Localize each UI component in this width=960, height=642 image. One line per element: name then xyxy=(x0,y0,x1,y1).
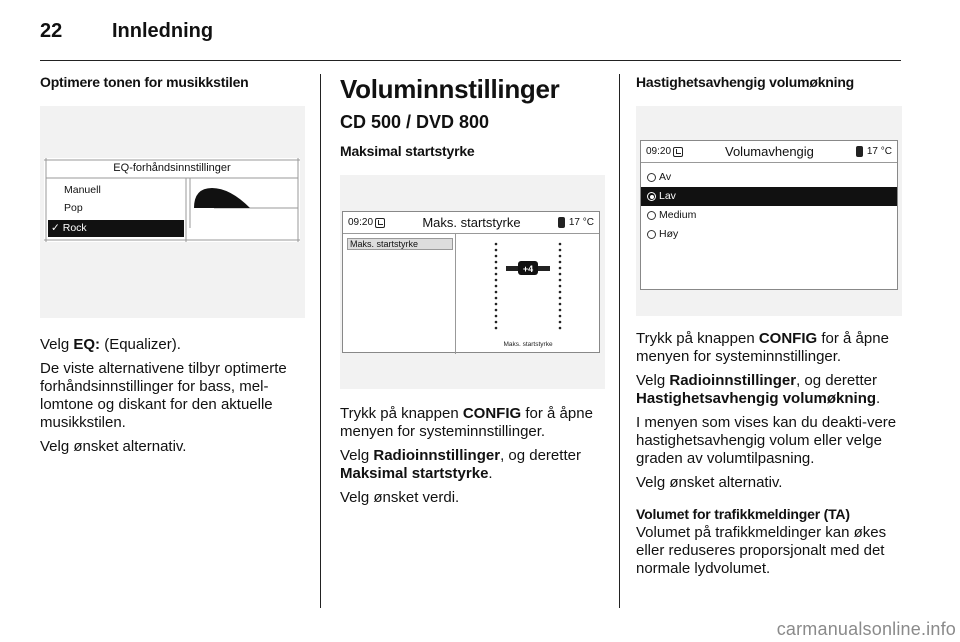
column-divider-2 xyxy=(619,74,620,608)
watermark-logo: carmanualsonline.info xyxy=(776,619,956,639)
middle-column xyxy=(340,74,605,507)
radio-icon xyxy=(647,230,656,239)
screen-title: Volumavhengig xyxy=(725,144,814,159)
option-lav[interactable]: Lav xyxy=(641,187,897,206)
config-instruction: Trykk på knappen CONFIG for å åpne menyen for systeminnstillinger. xyxy=(636,330,889,365)
eq-item-rock-label: Rock xyxy=(62,222,87,234)
section-subtitle: CD 500 / DVD 800 xyxy=(340,112,490,132)
radio-icon xyxy=(647,211,656,220)
page-number: 22 xyxy=(40,20,63,42)
speed-volume-screenshot xyxy=(636,106,902,316)
page-header xyxy=(40,20,213,43)
choose-option: Velg ønsket alternativ. xyxy=(636,474,783,491)
header-divider xyxy=(40,60,901,61)
speed-volume-heading: Hastighetsavhengig volumøkning xyxy=(636,74,855,90)
ta-heading: Volumet for trafikkmeldinger (TA) xyxy=(636,506,850,522)
option-hoy[interactable]: Høy xyxy=(641,225,897,244)
max-start-screenshot xyxy=(340,175,605,389)
ta-description: Volumet på trafikkmeldinger kan økes eller reduseres proporsjonalt med det normale lydvolumet. xyxy=(636,524,887,577)
eq-screen xyxy=(44,158,300,242)
option-medium[interactable]: Medium xyxy=(641,206,897,225)
clock-icon xyxy=(375,218,385,228)
option-av[interactable]: Av xyxy=(641,168,897,187)
eq-item-pop[interactable]: Pop xyxy=(64,202,83,214)
option-list xyxy=(641,168,897,244)
temperature: 17 °C xyxy=(568,217,594,228)
section-title: Voluminnstillinger xyxy=(340,74,560,104)
slider-track-right xyxy=(559,243,562,330)
column-divider-1 xyxy=(320,74,321,608)
right-column xyxy=(636,74,902,578)
eq-item-rock[interactable] xyxy=(48,220,184,237)
eq-screenshot xyxy=(40,106,305,318)
screen-title: Maks. startstyrke xyxy=(422,215,521,230)
clock-time: 09:20 xyxy=(646,146,672,157)
speed-volume-description: I menyen som vises kan du deakti-vere hastighetsavhengig volum eller velge graden av volumtilpasning. xyxy=(636,414,897,467)
chapter-title: Innledning xyxy=(112,20,214,42)
config-instruction: Trykk på knappen CONFIG for å åpne menyen for systeminnstillinger. xyxy=(340,405,593,440)
clock-time: 09:20 xyxy=(348,217,374,228)
status-bar xyxy=(641,141,897,163)
eq-heading: Optimere tonen for musikkstilen xyxy=(40,74,249,90)
status-bar xyxy=(343,212,599,234)
speed-volume-screen xyxy=(640,140,898,290)
eq-choose: Velg ønsket alternativ. xyxy=(40,438,187,455)
menu-item-max-start[interactable]: Maks. startstyrke xyxy=(347,238,453,250)
eq-instruction: Velg EQ: (Equalizer). xyxy=(40,336,181,353)
slider-track-left xyxy=(495,243,498,330)
eq-screen-title: EQ-forhåndsinnstillinger xyxy=(113,162,231,174)
max-start-screen xyxy=(342,211,600,353)
slider-caption: Maks. startstyrke xyxy=(503,341,553,348)
volume-slider[interactable] xyxy=(456,234,600,352)
temperature: 17 °C xyxy=(866,146,892,157)
check-icon: ✓ xyxy=(51,222,60,234)
radio-icon xyxy=(647,173,656,182)
clock-icon xyxy=(673,147,683,157)
eq-item-manuell[interactable]: Manuell xyxy=(64,184,101,196)
menu-path: Velg Radioinnstillinger, og deretter Hastighetsavhengig volumøkning. xyxy=(636,372,881,407)
max-start-heading: Maksimal startstyrke xyxy=(340,143,475,159)
menu-path: Velg Radioinnstillinger, og deretter Maksimal startstyrke. xyxy=(340,447,581,482)
radio-selected-icon xyxy=(647,192,656,201)
thermometer-icon xyxy=(856,146,863,157)
thermometer-icon xyxy=(558,217,565,228)
choose-value: Velg ønsket verdi. xyxy=(340,489,460,506)
slider-value: +4 xyxy=(522,264,534,274)
left-column xyxy=(40,74,305,456)
eq-description: De viste alternativene tilbyr optimerte forhåndsinnstillinger for bass, mel-lomtone og diskant for den aktuelle musikkstilen. xyxy=(40,360,287,431)
